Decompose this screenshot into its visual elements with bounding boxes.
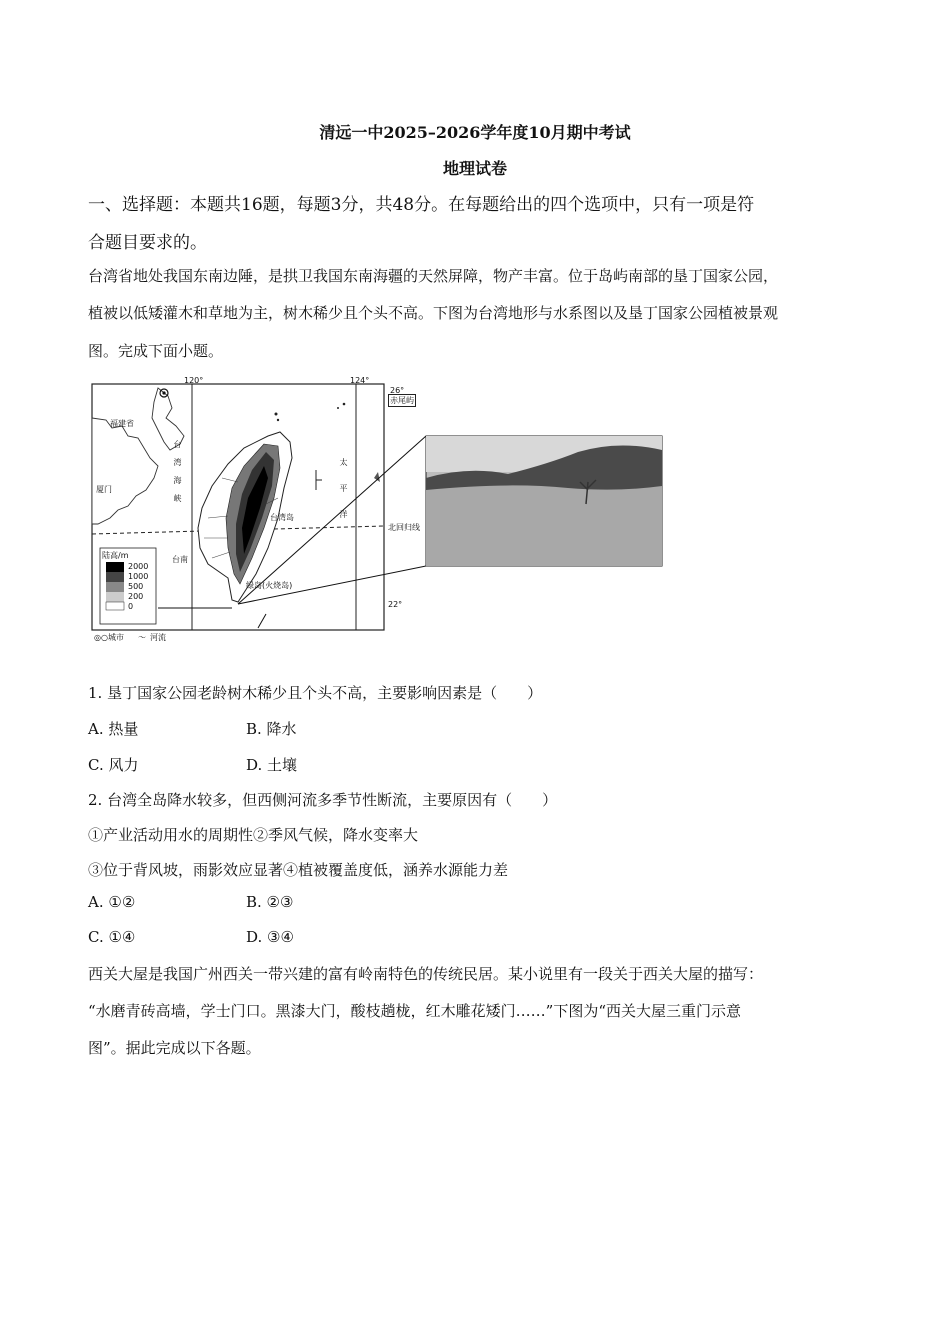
- legend-value-200: 200: [128, 592, 144, 601]
- legend-value-2000: 2000: [128, 562, 149, 571]
- exam-subtitle: 地理试卷: [442, 159, 507, 178]
- label-strait: 台湾海峡: [173, 440, 182, 512]
- q2-statements-2: ③位于背风坡，雨影效应显著④植被覆盖度低，涵养水源能力差: [88, 861, 509, 879]
- taiwan-figure: [88, 378, 668, 648]
- q2-option-d[interactable]: D. ③④: [246, 928, 294, 946]
- passage2-line2: “水磨青砖高墙，学士门口。黑漆大门，酸枝趟栊，红木雕花矮门……”下图为“西关大屋三重门示意: [88, 1002, 742, 1020]
- label-tainan: 台南: [172, 555, 188, 564]
- passage2-line1: 西关大屋是我国广州西关一带兴建的富有岭南特色的传统民居。某小说里有一段关于西关大屋的描写：: [88, 965, 764, 983]
- q2-option-b[interactable]: B. ②③: [246, 893, 294, 911]
- label-xiamen: 厦门: [96, 485, 112, 494]
- label-lat-26: 26°: [390, 386, 405, 395]
- q1-option-b[interactable]: B. 降水: [246, 720, 297, 738]
- passage2-line3: 图”。据此完成以下各题。: [88, 1039, 261, 1057]
- section-heading-line2: 合题目要求的。: [88, 233, 207, 253]
- legend-city: ◎○城市: [94, 633, 124, 642]
- label-pacific: 太平洋: [339, 458, 348, 536]
- q2-option-c[interactable]: C. ①④: [88, 928, 136, 946]
- label-green-island: 绿岛(火烧岛): [246, 581, 293, 590]
- passage1-line1: 台湾省地处我国东南边陲，是拱卫我国东南海疆的天然屏障，物产丰富。位于岛屿南部的垦丁国家公园，: [88, 267, 779, 285]
- legend-river-icon: 〜: [138, 633, 146, 642]
- photo-grassland: [426, 485, 662, 566]
- label-lon-124: 124°: [350, 376, 370, 385]
- label-lon-120: 120°: [184, 376, 204, 385]
- passage1-line3: 图。完成下面小题。: [88, 342, 224, 360]
- label-lat-22: 22°: [388, 600, 403, 609]
- label-tropic: 北回归线: [388, 523, 420, 532]
- legend-swatch-1000: [106, 572, 124, 582]
- section-heading-line1: 一、选择题：本题共16题，每题3分，共48分。在每题给出的四个选项中，只有一项是符: [88, 195, 755, 215]
- q2-statements-1: ①产业活动用水的周期性②季风气候，降水变率大: [88, 826, 419, 844]
- label-chiwei: 赤尾屿: [390, 396, 414, 405]
- legend-swatch-0: [106, 602, 124, 610]
- legend-value-500: 500: [128, 582, 144, 591]
- q1-option-c[interactable]: C. 风力: [88, 756, 139, 774]
- legend-value-0: 0: [128, 602, 134, 611]
- legend-swatch-2000: [106, 562, 124, 572]
- q1-stem: 1. 垦丁国家公园老龄树木稀少且个头不高，主要影响因素是（ ）: [88, 684, 543, 702]
- legend-title: 陆高/m: [102, 551, 129, 560]
- taiwan-map-graphic: [88, 378, 668, 648]
- q1-option-a[interactable]: A. 热量: [88, 720, 139, 738]
- label-fujian: 福建省: [110, 419, 134, 428]
- legend-swatch-200: [106, 592, 124, 602]
- q2-stem: 2. 台湾全岛降水较多，但西侧河流多季节性断流，主要原因有（ ）: [88, 791, 558, 809]
- legend-river: 河流: [150, 633, 166, 642]
- q2-option-a[interactable]: A. ①②: [88, 893, 136, 911]
- passage1-line2: 植被以低矮灌木和草地为主，树木稀少且个头不高。下图为台湾地形与水系图以及垦丁国家公园植被景观: [88, 304, 779, 322]
- label-taiwan-island: 台湾岛: [270, 513, 294, 522]
- q1-option-d[interactable]: D. 土壤: [246, 756, 298, 774]
- exam-title: 清远一中2025–2026学年度10月期中考试: [319, 123, 631, 142]
- legend-swatch-500: [106, 582, 124, 592]
- legend-value-1000: 1000: [128, 572, 149, 581]
